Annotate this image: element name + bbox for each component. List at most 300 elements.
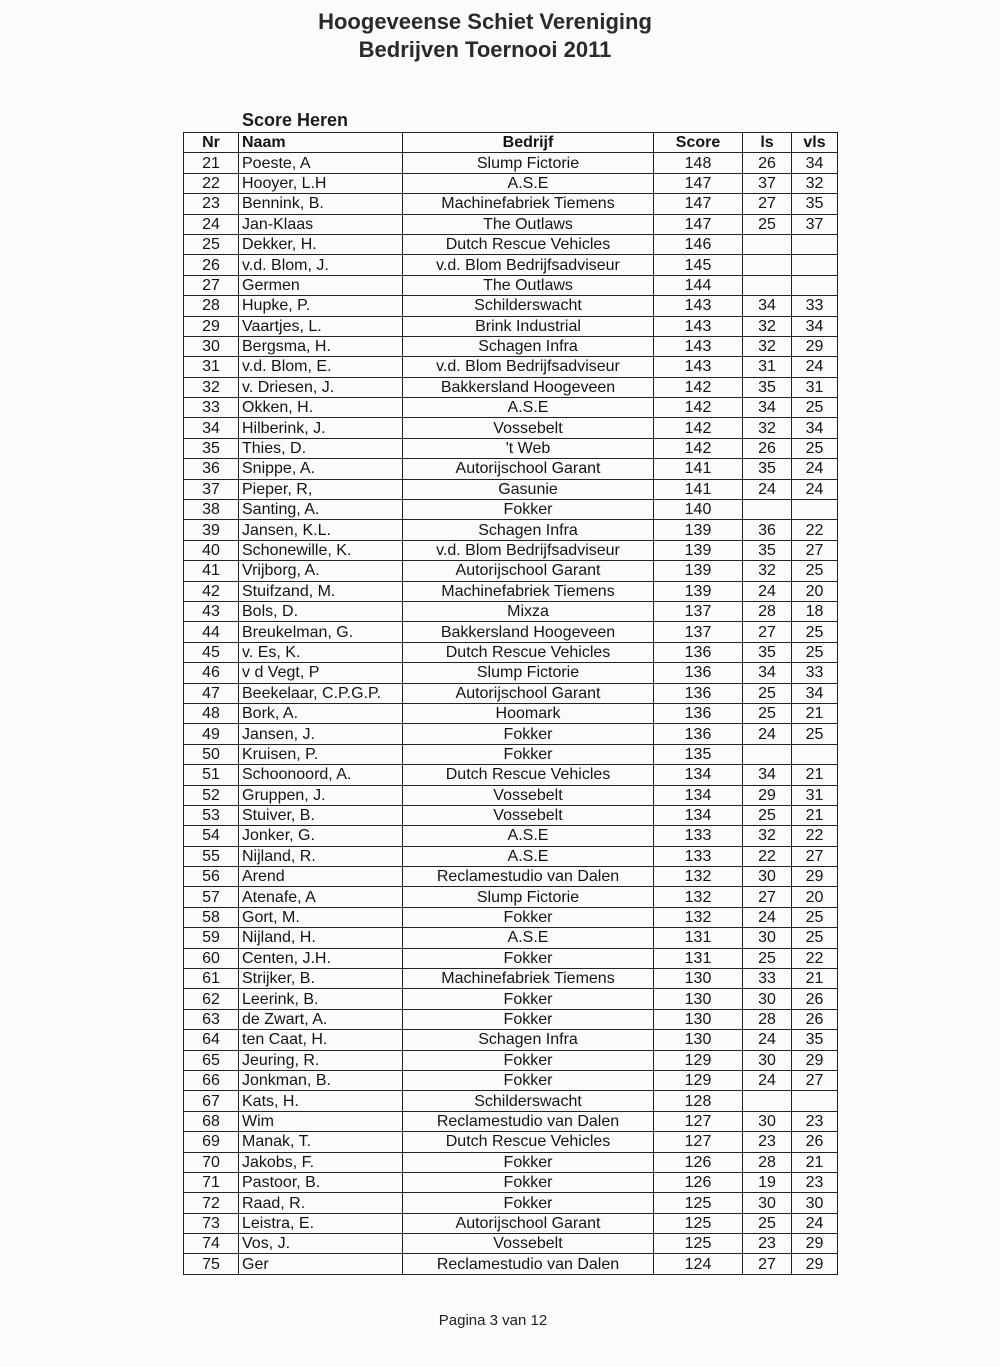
cell-bedrijf: Schilderswacht: [403, 1091, 654, 1111]
cell-score: 136: [654, 663, 743, 683]
cell-nr: 69: [184, 1132, 239, 1152]
cell-naam: Leerink, B.: [239, 989, 403, 1009]
cell-ls: 28: [743, 1152, 792, 1172]
cell-bedrijf: Fokker: [403, 1172, 654, 1192]
cell-score: 133: [654, 826, 743, 846]
cell-ls: 32: [743, 336, 792, 356]
cell-bedrijf: v.d. Blom Bedrijfsadviseur: [403, 255, 654, 275]
cell-naam: Schonewille, K.: [239, 540, 403, 560]
table-row: [184, 1111, 838, 1131]
cell-bedrijf: Machinefabriek Tiemens: [403, 194, 654, 214]
cell-vls: [792, 500, 838, 520]
cell-score: 134: [654, 805, 743, 825]
cell-nr: 53: [184, 805, 239, 825]
cell-nr: 29: [184, 316, 239, 336]
cell-naam: Gort, M.: [239, 907, 403, 927]
cell-nr: 54: [184, 826, 239, 846]
cell-ls: 34: [743, 663, 792, 683]
cell-bedrijf: Schilderswacht: [403, 296, 654, 316]
cell-bedrijf: A.S.E: [403, 398, 654, 418]
table-row: [184, 948, 838, 968]
cell-naam: Vrijborg, A.: [239, 561, 403, 581]
cell-ls: 32: [743, 316, 792, 336]
table-row: [184, 887, 838, 907]
cell-bedrijf: Fokker: [403, 1009, 654, 1029]
cell-nr: 49: [184, 724, 239, 744]
cell-nr: 66: [184, 1070, 239, 1090]
table-row: [184, 663, 838, 683]
cell-score: 135: [654, 744, 743, 764]
cell-vls: 24: [792, 459, 838, 479]
cell-ls: [743, 234, 792, 254]
cell-ls: [743, 275, 792, 295]
cell-score: 125: [654, 1234, 743, 1254]
cell-naam: Snippe, A.: [239, 459, 403, 479]
cell-ls: 30: [743, 989, 792, 1009]
cell-vls: 34: [792, 153, 838, 173]
cell-nr: 24: [184, 214, 239, 234]
cell-vls: 26: [792, 989, 838, 1009]
cell-vls: 35: [792, 1030, 838, 1050]
table-row: [184, 540, 838, 560]
cell-ls: 37: [743, 173, 792, 193]
cell-nr: 40: [184, 540, 239, 560]
cell-vls: [792, 1091, 838, 1111]
cell-bedrijf: Autorijschool Garant: [403, 683, 654, 703]
cell-vls: 21: [792, 1152, 838, 1172]
cell-score: 144: [654, 275, 743, 295]
cell-vls: 22: [792, 520, 838, 540]
cell-nr: 74: [184, 1234, 239, 1254]
cell-vls: 25: [792, 724, 838, 744]
table-row: [184, 928, 838, 948]
cell-vls: 21: [792, 805, 838, 825]
cell-naam: Strijker, B.: [239, 969, 403, 989]
table-row: [184, 398, 838, 418]
cell-vls: 26: [792, 1132, 838, 1152]
cell-bedrijf: A.S.E: [403, 928, 654, 948]
table-row: [184, 194, 838, 214]
cell-bedrijf: Fokker: [403, 724, 654, 744]
cell-bedrijf: A.S.E: [403, 173, 654, 193]
cell-score: 139: [654, 561, 743, 581]
cell-vls: 23: [792, 1172, 838, 1192]
cell-nr: 71: [184, 1172, 239, 1192]
cell-nr: 70: [184, 1152, 239, 1172]
cell-ls: 34: [743, 398, 792, 418]
cell-bedrijf: Schagen Infra: [403, 1030, 654, 1050]
cell-ls: [743, 744, 792, 764]
cell-naam: Breukelman, G.: [239, 622, 403, 642]
cell-nr: 47: [184, 683, 239, 703]
table-row: [184, 1213, 838, 1233]
cell-bedrijf: Hoomark: [403, 703, 654, 723]
cell-score: 131: [654, 948, 743, 968]
cell-naam: Atenafe, A: [239, 887, 403, 907]
cell-nr: 63: [184, 1009, 239, 1029]
cell-naam: Pastoor, B.: [239, 1172, 403, 1192]
cell-naam: v. Es, K.: [239, 642, 403, 662]
cell-naam: Stuifzand, M.: [239, 581, 403, 601]
cell-ls: 35: [743, 459, 792, 479]
cell-vls: 29: [792, 1050, 838, 1070]
table-row: [184, 1234, 838, 1254]
cell-vls: 24: [792, 357, 838, 377]
cell-score: 140: [654, 500, 743, 520]
table-row: [184, 1030, 838, 1050]
cell-score: 131: [654, 928, 743, 948]
table-row: [184, 296, 838, 316]
cell-score: 130: [654, 1030, 743, 1050]
cell-vls: 33: [792, 663, 838, 683]
cell-nr: 58: [184, 907, 239, 927]
table-row: [184, 316, 838, 336]
cell-ls: 26: [743, 153, 792, 173]
cell-naam: Poeste, A: [239, 153, 403, 173]
table-row: [184, 153, 838, 173]
cell-vls: 25: [792, 642, 838, 662]
cell-naam: Nijland, H.: [239, 928, 403, 948]
table-row: [184, 255, 838, 275]
cell-ls: 34: [743, 765, 792, 785]
cell-bedrijf: Schagen Infra: [403, 336, 654, 356]
cell-naam: Dekker, H.: [239, 234, 403, 254]
cell-bedrijf: Dutch Rescue Vehicles: [403, 765, 654, 785]
cell-nr: 51: [184, 765, 239, 785]
cell-naam: Arend: [239, 867, 403, 887]
cell-nr: 31: [184, 357, 239, 377]
title-line-1: Hoogeveense Schiet Vereniging: [318, 9, 652, 34]
cell-nr: 67: [184, 1091, 239, 1111]
cell-score: 142: [654, 438, 743, 458]
table-header-row: [184, 133, 838, 153]
cell-naam: de Zwart, A.: [239, 1009, 403, 1029]
cell-bedrijf: 't Web: [403, 438, 654, 458]
cell-score: 130: [654, 989, 743, 1009]
table-row: [184, 785, 838, 805]
cell-ls: 25: [743, 703, 792, 723]
cell-ls: 25: [743, 683, 792, 703]
cell-ls: 30: [743, 1050, 792, 1070]
cell-naam: Hooyer, L.H: [239, 173, 403, 193]
cell-score: 147: [654, 214, 743, 234]
table-row: [184, 214, 838, 234]
cell-naam: Kats, H.: [239, 1091, 403, 1111]
cell-ls: 35: [743, 540, 792, 560]
cell-score: 136: [654, 724, 743, 744]
cell-score: 147: [654, 173, 743, 193]
cell-naam: Jan-Klaas: [239, 214, 403, 234]
table-row: [184, 520, 838, 540]
table-row: [184, 357, 838, 377]
score-table: [183, 132, 838, 1275]
cell-score: 137: [654, 601, 743, 621]
cell-naam: Pieper, R,: [239, 479, 403, 499]
cell-ls: 25: [743, 1213, 792, 1233]
cell-bedrijf: The Outlaws: [403, 214, 654, 234]
cell-bedrijf: Brink Industrial: [403, 316, 654, 336]
cell-bedrijf: Gasunie: [403, 479, 654, 499]
table-row: [184, 234, 838, 254]
cell-vls: 21: [792, 765, 838, 785]
cell-score: 127: [654, 1132, 743, 1152]
cell-vls: 34: [792, 683, 838, 703]
cell-vls: [792, 275, 838, 295]
cell-naam: Centen, J.H.: [239, 948, 403, 968]
cell-nr: 34: [184, 418, 239, 438]
section-title: Score Heren: [242, 110, 349, 130]
cell-vls: 25: [792, 438, 838, 458]
cell-ls: 27: [743, 194, 792, 214]
cell-naam: Jeuring, R.: [239, 1050, 403, 1070]
cell-nr: 22: [184, 173, 239, 193]
cell-naam: Wim: [239, 1111, 403, 1131]
cell-vls: 25: [792, 928, 838, 948]
table-row: [184, 561, 838, 581]
cell-bedrijf: Fokker: [403, 989, 654, 1009]
cell-ls: 32: [743, 418, 792, 438]
cell-vls: 18: [792, 601, 838, 621]
cell-naam: Germen: [239, 275, 403, 295]
cell-nr: 75: [184, 1254, 239, 1274]
cell-score: 124: [654, 1254, 743, 1274]
cell-vls: 31: [792, 785, 838, 805]
cell-naam: Jansen, K.L.: [239, 520, 403, 540]
cell-vls: [792, 255, 838, 275]
cell-bedrijf: v.d. Blom Bedrijfsadviseur: [403, 540, 654, 560]
table-row: [184, 581, 838, 601]
cell-score: 137: [654, 622, 743, 642]
cell-nr: 41: [184, 561, 239, 581]
cell-nr: 36: [184, 459, 239, 479]
table-row: [184, 642, 838, 662]
cell-bedrijf: Machinefabriek Tiemens: [403, 969, 654, 989]
cell-naam: v.d. Blom, E.: [239, 357, 403, 377]
cell-bedrijf: Schagen Infra: [403, 520, 654, 540]
cell-bedrijf: Slump Fictorie: [403, 153, 654, 173]
cell-nr: 72: [184, 1193, 239, 1213]
cell-bedrijf: A.S.E: [403, 826, 654, 846]
table-row: [184, 989, 838, 1009]
cell-vls: 37: [792, 214, 838, 234]
cell-naam: Jansen, J.: [239, 724, 403, 744]
cell-ls: 28: [743, 601, 792, 621]
cell-nr: 64: [184, 1030, 239, 1050]
table-row: [184, 1070, 838, 1090]
table-row: [184, 1009, 838, 1029]
cell-nr: 61: [184, 969, 239, 989]
cell-ls: 25: [743, 214, 792, 234]
cell-score: 126: [654, 1172, 743, 1192]
cell-bedrijf: Dutch Rescue Vehicles: [403, 642, 654, 662]
cell-ls: 32: [743, 826, 792, 846]
cell-bedrijf: A.S.E: [403, 846, 654, 866]
cell-vls: 24: [792, 479, 838, 499]
cell-nr: 37: [184, 479, 239, 499]
cell-score: 128: [654, 1091, 743, 1111]
cell-naam: Hilberink, J.: [239, 418, 403, 438]
cell-score: 130: [654, 1009, 743, 1029]
cell-score: 134: [654, 765, 743, 785]
cell-vls: 30: [792, 1193, 838, 1213]
cell-score: 141: [654, 459, 743, 479]
cell-nr: 39: [184, 520, 239, 540]
cell-score: 125: [654, 1213, 743, 1233]
cell-score: 139: [654, 540, 743, 560]
cell-vls: 31: [792, 377, 838, 397]
cell-naam: ten Caat, H.: [239, 1030, 403, 1050]
cell-score: 130: [654, 969, 743, 989]
cell-bedrijf: Slump Fictorie: [403, 663, 654, 683]
cell-nr: 21: [184, 153, 239, 173]
column-header-vls: vls: [792, 133, 838, 153]
column-header-score: Score: [654, 133, 743, 153]
cell-score: 132: [654, 907, 743, 927]
column-header-bedrijf: Bedrijf: [403, 133, 654, 153]
cell-vls: 26: [792, 1009, 838, 1029]
cell-vls: 22: [792, 826, 838, 846]
cell-score: 141: [654, 479, 743, 499]
cell-nr: 43: [184, 601, 239, 621]
table-row: [184, 683, 838, 703]
table-row: [184, 601, 838, 621]
cell-nr: 50: [184, 744, 239, 764]
cell-score: 142: [654, 418, 743, 438]
cell-naam: Stuiver, B.: [239, 805, 403, 825]
cell-bedrijf: Vossebelt: [403, 805, 654, 825]
cell-naam: Jonker, G.: [239, 826, 403, 846]
cell-naam: Vos, J.: [239, 1234, 403, 1254]
cell-nr: 62: [184, 989, 239, 1009]
cell-vls: 20: [792, 581, 838, 601]
cell-naam: Santing, A.: [239, 500, 403, 520]
cell-ls: 24: [743, 724, 792, 744]
table-row: [184, 969, 838, 989]
cell-ls: 34: [743, 296, 792, 316]
cell-vls: 29: [792, 336, 838, 356]
cell-nr: 55: [184, 846, 239, 866]
table-row: [184, 765, 838, 785]
cell-naam: Bergsma, H.: [239, 336, 403, 356]
table-row: [184, 1050, 838, 1070]
cell-score: 143: [654, 296, 743, 316]
cell-ls: 27: [743, 622, 792, 642]
cell-bedrijf: Reclamestudio van Dalen: [403, 867, 654, 887]
cell-bedrijf: Bakkersland Hoogeveen: [403, 622, 654, 642]
cell-nr: 26: [184, 255, 239, 275]
cell-vls: 27: [792, 1070, 838, 1090]
cell-ls: 30: [743, 1193, 792, 1213]
cell-nr: 44: [184, 622, 239, 642]
cell-naam: Raad, R.: [239, 1193, 403, 1213]
cell-bedrijf: Fokker: [403, 1050, 654, 1070]
cell-vls: 25: [792, 561, 838, 581]
cell-bedrijf: Reclamestudio van Dalen: [403, 1111, 654, 1131]
cell-nr: 25: [184, 234, 239, 254]
cell-ls: 33: [743, 969, 792, 989]
cell-bedrijf: Fokker: [403, 1193, 654, 1213]
cell-score: 132: [654, 867, 743, 887]
cell-naam: v.d. Blom, J.: [239, 255, 403, 275]
cell-score: 146: [654, 234, 743, 254]
cell-nr: 30: [184, 336, 239, 356]
cell-bedrijf: v.d. Blom Bedrijfsadviseur: [403, 357, 654, 377]
cell-vls: 27: [792, 846, 838, 866]
cell-naam: Jonkman, B.: [239, 1070, 403, 1090]
table-row: [184, 336, 838, 356]
cell-naam: Bork, A.: [239, 703, 403, 723]
cell-score: 143: [654, 357, 743, 377]
cell-vls: 33: [792, 296, 838, 316]
table-row: [184, 479, 838, 499]
cell-score: 134: [654, 785, 743, 805]
cell-score: 148: [654, 153, 743, 173]
cell-nr: 59: [184, 928, 239, 948]
cell-vls: 34: [792, 316, 838, 336]
cell-vls: 27: [792, 540, 838, 560]
cell-vls: 21: [792, 969, 838, 989]
cell-nr: 68: [184, 1111, 239, 1131]
cell-bedrijf: Fokker: [403, 948, 654, 968]
cell-bedrijf: Vossebelt: [403, 1234, 654, 1254]
cell-ls: 30: [743, 867, 792, 887]
cell-score: 142: [654, 377, 743, 397]
cell-bedrijf: Dutch Rescue Vehicles: [403, 234, 654, 254]
cell-ls: 30: [743, 1111, 792, 1131]
cell-naam: Gruppen, J.: [239, 785, 403, 805]
cell-ls: [743, 500, 792, 520]
cell-vls: [792, 234, 838, 254]
cell-naam: Nijland, R.: [239, 846, 403, 866]
cell-vls: 29: [792, 1234, 838, 1254]
cell-bedrijf: Fokker: [403, 1152, 654, 1172]
table-row: [184, 724, 838, 744]
cell-bedrijf: Machinefabriek Tiemens: [403, 581, 654, 601]
cell-bedrijf: Dutch Rescue Vehicles: [403, 1132, 654, 1152]
cell-nr: 35: [184, 438, 239, 458]
table-row: [184, 1254, 838, 1274]
table-row: [184, 703, 838, 723]
table-row: [184, 275, 838, 295]
page-title: [0, 8, 970, 64]
cell-ls: 24: [743, 1030, 792, 1050]
cell-naam: Manak, T.: [239, 1132, 403, 1152]
column-header-nr: Nr: [184, 133, 239, 153]
cell-ls: 26: [743, 438, 792, 458]
cell-ls: 36: [743, 520, 792, 540]
cell-naam: Ger: [239, 1254, 403, 1274]
cell-ls: [743, 255, 792, 275]
column-header-naam: Naam: [239, 133, 403, 153]
cell-ls: 25: [743, 805, 792, 825]
table-row: [184, 622, 838, 642]
cell-naam: Bols, D.: [239, 601, 403, 621]
cell-vls: 22: [792, 948, 838, 968]
cell-ls: 24: [743, 581, 792, 601]
cell-vls: [792, 744, 838, 764]
cell-ls: 27: [743, 887, 792, 907]
cell-score: 125: [654, 1193, 743, 1213]
table-body: [184, 153, 838, 1274]
cell-ls: 23: [743, 1132, 792, 1152]
cell-ls: 24: [743, 479, 792, 499]
cell-bedrijf: Slump Fictorie: [403, 887, 654, 907]
cell-nr: 32: [184, 377, 239, 397]
cell-naam: Hupke, P.: [239, 296, 403, 316]
cell-naam: Kruisen, P.: [239, 744, 403, 764]
cell-nr: 60: [184, 948, 239, 968]
cell-bedrijf: Fokker: [403, 907, 654, 927]
